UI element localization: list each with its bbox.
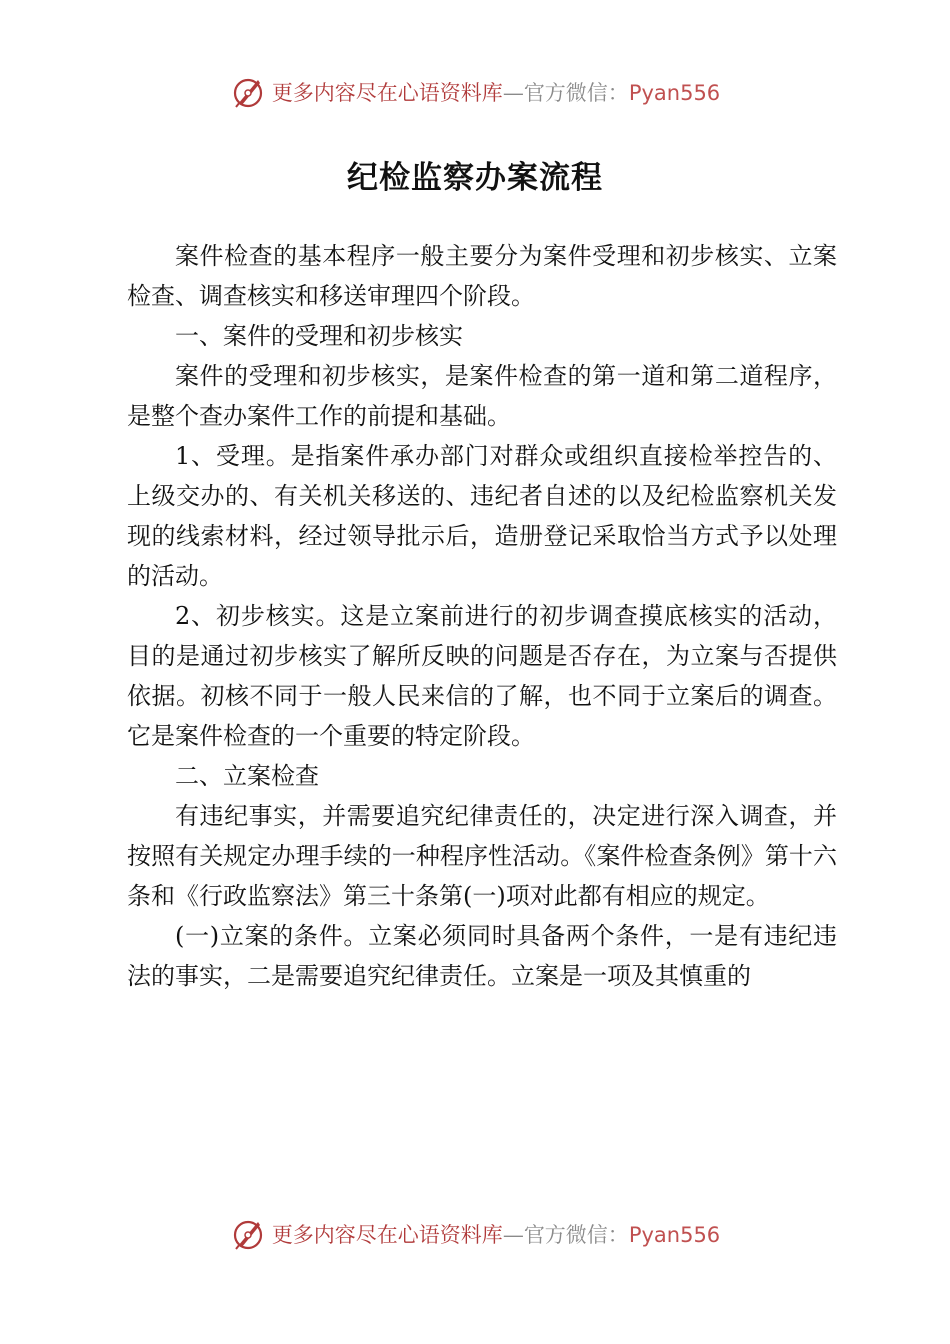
paragraph-section-2-intro: 有违纪事实，并需要追究纪律责任的，决定进行深入调查，并按照有关规定办理手续的一种程序性活动。《案件检查条例》第十六条和《行政监察法》第三十条第(一)项对此都有相应的规定。 xyxy=(127,802,837,910)
header-banner xyxy=(0,72,950,112)
heading-section-2: 二、立案检查 xyxy=(175,762,319,790)
paragraph-preliminary-verification: 2、初步核实。这是立案前进行的初步调查摸底核实的活动，目的是通过初步核实了解所反映的问题是否存在，为立案与否提供依据。初核不同于一般人民来信的了解，也不同于立案后的调查。它是案件检查的一个重要的特定阶段。 xyxy=(127,602,837,750)
document-body xyxy=(127,236,837,996)
paragraph-intro: 案件检查的基本程序一般主要分为案件受理和初步核实、立案检查、调查核实和移送审理四个阶段。 xyxy=(127,242,837,310)
paragraph-filing-conditions: (一)立案的条件。立案必须同时具备两个条件，一是有违纪违法的事实，二是需要追究纪律责任。立案是一项及其慎重的 xyxy=(127,922,837,990)
paragraph-acceptance: 1、受理。是指案件承办部门对群众或组织直接检举控告的、上级交办的、有关机关移送的、违纪者自述的以及纪检监察机关发现的线索材料，经过领导批示后，造册登记采取恰当方式予以处理的活动。 xyxy=(127,442,837,590)
quill-seal-logo-icon xyxy=(230,74,266,110)
footer-banner-wechat-id: Pyan556 xyxy=(628,1223,721,1247)
footer-banner-text xyxy=(272,1219,720,1249)
paragraph-section-1-intro: 案件的受理和初步核实，是案件检查的第一道和第二道程序，是整个查办案件工作的前提和基础。 xyxy=(127,362,837,430)
header-banner-separator: — xyxy=(502,81,524,105)
quill-seal-logo-icon xyxy=(230,1216,266,1252)
footer-banner-label: 官方微信： xyxy=(523,1223,629,1247)
document-title: 纪检监察办案流程 xyxy=(347,160,603,196)
footer-banner xyxy=(0,1214,950,1254)
header-banner-wechat-id: Pyan556 xyxy=(628,81,721,105)
header-banner-text xyxy=(272,77,720,107)
header-banner-label: 官方微信： xyxy=(523,81,629,105)
heading-section-1: 一、案件的受理和初步核实 xyxy=(175,322,463,350)
footer-banner-main: 更多内容尽在心语资料库 xyxy=(271,1223,503,1247)
footer-banner-separator: — xyxy=(502,1223,524,1247)
header-banner-main: 更多内容尽在心语资料库 xyxy=(271,81,503,105)
